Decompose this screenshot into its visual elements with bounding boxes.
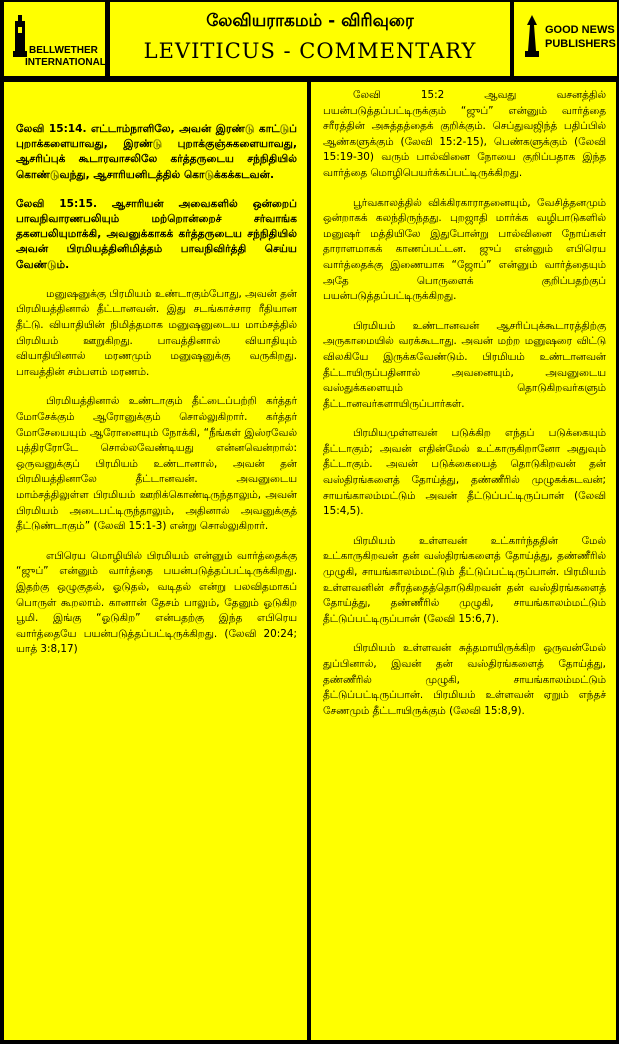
bellwether-logo [4,2,105,76]
title-english: LEVITICUS - COMMENTARY [143,39,477,63]
logo-right-line2: PUBLISHERS [545,38,616,50]
paragraph: மனுஷனுக்கு பிரமியம் உண்டாகும்போது, அவன் தன் பிரமியத்தினால் தீட்டானவன். இது சடங்காச்சார ரீதியான தீட்டு. வியாதியின் நிமித்தமாக மனுஷனுடைய மாம்சத்தில் பிரமியம் ஊறுகிறது. பாவத்தினால் வியாதியும் வியாதியினால் மரணமும் மனுஷனுக்கு வருகிறது. பாவத்தின் சம்பளம் மரணம். [16,287,297,378]
paragraph: பிரமியம் உள்ளவன் சுத்தமாயிருக்கிற ஒருவன்மேல் துப்பினால், இவன் தன் வஸ்திரங்களைத் தோய்த்து, தண்ணீரில் முழுகி, சாயங்காலம்மட்டும் தீட்டுப்பட்டிருப்பான். பிரமியம் உள்ளவன் ஏறும் எந்தச் சேணமும் தீட்டாயிருக்கும் (லேவி 15:8,9). [323,642,606,717]
paragraph: பிரமியத்தினால் உண்டாகும் தீட்டைப்பற்றி கர்த்தர் மோசேக்கும் ஆரோனுக்கும் சொல்லுகிறார். கர்த்தர் மோசேயையும் ஆரோனையும் நோக்கி, “நீங்கள் இஸ்ரவேல் புத்திரரோடே சொல்லவேண்டியது என்னவென்றால்: ஒருவனுக்குப் பிரமியம் உண்டானால், அவன் தன் பிரமியத்தினாலே தீட்டானவன். அவனுடைய மாம்சத்திலுள்ள பிரமியம் ஊறிக்கொண்டிருந்தாலும், அவன் பிரமியம் அடைபட்டிருந்தாலும், அதினால் அவனுக்குத் தீட்டுண்டாகும்” (லேவி 15:1-3) என்று சொல்லுகிறார். [16,395,297,533]
logo-left-line2: INTERNATIONAL [25,57,106,68]
paragraph: பிரமியம் உள்ளவன் உட்கார்ந்ததின் மேல் உட்காருகிறவன் தன் வஸ்திரங்களைத் தோய்த்து, தண்ணீரில் முழுகி, சாயங்காலம்மட்டும் தீட்டுப்பட்டிருப்பான். பிரமியம் உள்ளவனின் சரீரத்தைத்தொடுகிறவன் தன் வஸ்திரங்களைத் தோய்த்து, தண்ணீரில் முழுகி, சாயங்காலம்மட்டும் தீட்டுப்பட்டிருப்பான் (லேவி 15:6,7). [323,534,606,625]
paragraph: எபிரெய மொழியில் பிரமியம் என்னும் வார்த்தைக்கு “ஜுப்” என்னும் வார்த்தை பயன்படுத்தப்பட்டிருக்கிறது. இதற்கு ஒழுகுதல், ஓடுதல், வடிதல் என்று பலவிதமாகப் பொருள் கூறலாம். கானான் தேசம் பாலும், தேனும் ஓடுகிற பூமி. இங்கு “ஓடுகிற” என்பதற்கு இந்த எபிரெய வார்த்தையே பயன்படுத்தப்பட்டிருக்கிறது. (லேவி 20:24; யாத் 3:8,17) [16,549,297,656]
torch-icon [521,15,543,59]
verse-15-15: லேவி 15:15. ஆசாரியன் அவைகளில் ஒன்றைப் பாவநிவாரணபலியும் மற்றொன்றைச் சர்வாங்க தகனபலியுமாக்கி, அவனுக்காகக் கர்த்தருடைய சந்நிதியில் அவன் பிரமியத்தினிமித்தம் பாவநிவிர்த்தி செய்ய வேண்டும். [16,197,297,271]
verse-15-14: லேவி 15:14. எட்டாம்நாளிலே, அவன் இரண்டு காட்டுப் புறாக்களையாவது, இரண்டு புறாக்குஞ்சுகளையாவது, ஆசரிப்புக் கூடாரவாசலிலே கர்த்தருடைய சந்நிதியில் கொண்டுவந்து, ஆசாரியனிடத்தில் கொடுக்கக்கடவன். [16,123,297,181]
bell-tower-icon [11,15,31,59]
title-tamil: லேவியராகமம் - விரிவுரை [206,11,414,31]
left-column [4,82,307,1040]
logo-right-line1: GOOD NEWS [545,24,615,36]
title-banner [110,2,510,76]
paragraph: பிரமியம் உண்டானவன் ஆசரிப்புக்கூடாரத்திற்கு அருகாமையில் வரக்கூடாது. அவன் மற்ற மனுஷரை விட்டு விலகியே இருக்கவேண்டும். பிரமியம் உண்டானவன் தீட்டாயிருப்பதினால் அவனையும், அவனுடைய வஸ்துக்களையும் தொடுகிறவர்களும் தீட்டானவர்களாயிருப்பார்கள். [323,319,606,410]
paragraph: பிரமியமுள்ளவன் படுக்கிற எந்தப் படுக்கையும் தீட்டாகும்; அவன் எதின்மேல் உட்காருகிறானோ அதுவும் தீட்டாகும். அவன் படுக்கையைத் தொடுகிறவன் தன் வஸ்திரங்களைத் தோய்த்து, தண்ணீரில் முழுகக்கடவன்; சாயங்காலம்மட்டும் அவன் தீட்டுப்பட்டிருப்பான் (லேவி 15:4,5). [323,427,606,518]
page-header [0,0,619,78]
paragraph: லேவி 15:2 ஆவது வசனத்தில் பயன்படுத்தப்பட்டிருக்கும் “ஜுப்” என்னும் வார்த்தை சரீரத்தின் அசுத்தத்தைக் குறிக்கும். செப்துவஜிந்த் பதிப்பில் ஆண்களுக்கும் (லேவி 15:2-15), பெண்களுக்கும் (லேவி 15:19-30) வரும் பால்வினை நோயை குறிப்பதாக இந்த வார்த்தை மொழிபெயர்க்கப்பட்டிருக்கிறது. [323,89,606,179]
good-news-logo [514,2,617,76]
logo-left-line1: BELLWETHER [29,45,98,56]
paragraph: பூர்வகாலத்தில் விக்கிரகாராதனையும், வேசித்தனமும் ஒன்றாகக் கலந்திருந்தது. புறஜாதி மார்க்க வழிபாடுகளில் மனுஷர் மத்தியிலே இதுபோன்று பால்வினை நோய்கள் தாராளமாகக் காணப்பட்டன. ஜுப் என்னும் எபிரெய வார்த்தைக்கு இணையாக “ஜோப்” என்னும் வார்த்தையும் அதே பொருளைக் குறிப்பதற்குப் பயன்படுத்தப்பட்டிருக்கிறது. [323,196,606,303]
right-column [311,82,616,1040]
